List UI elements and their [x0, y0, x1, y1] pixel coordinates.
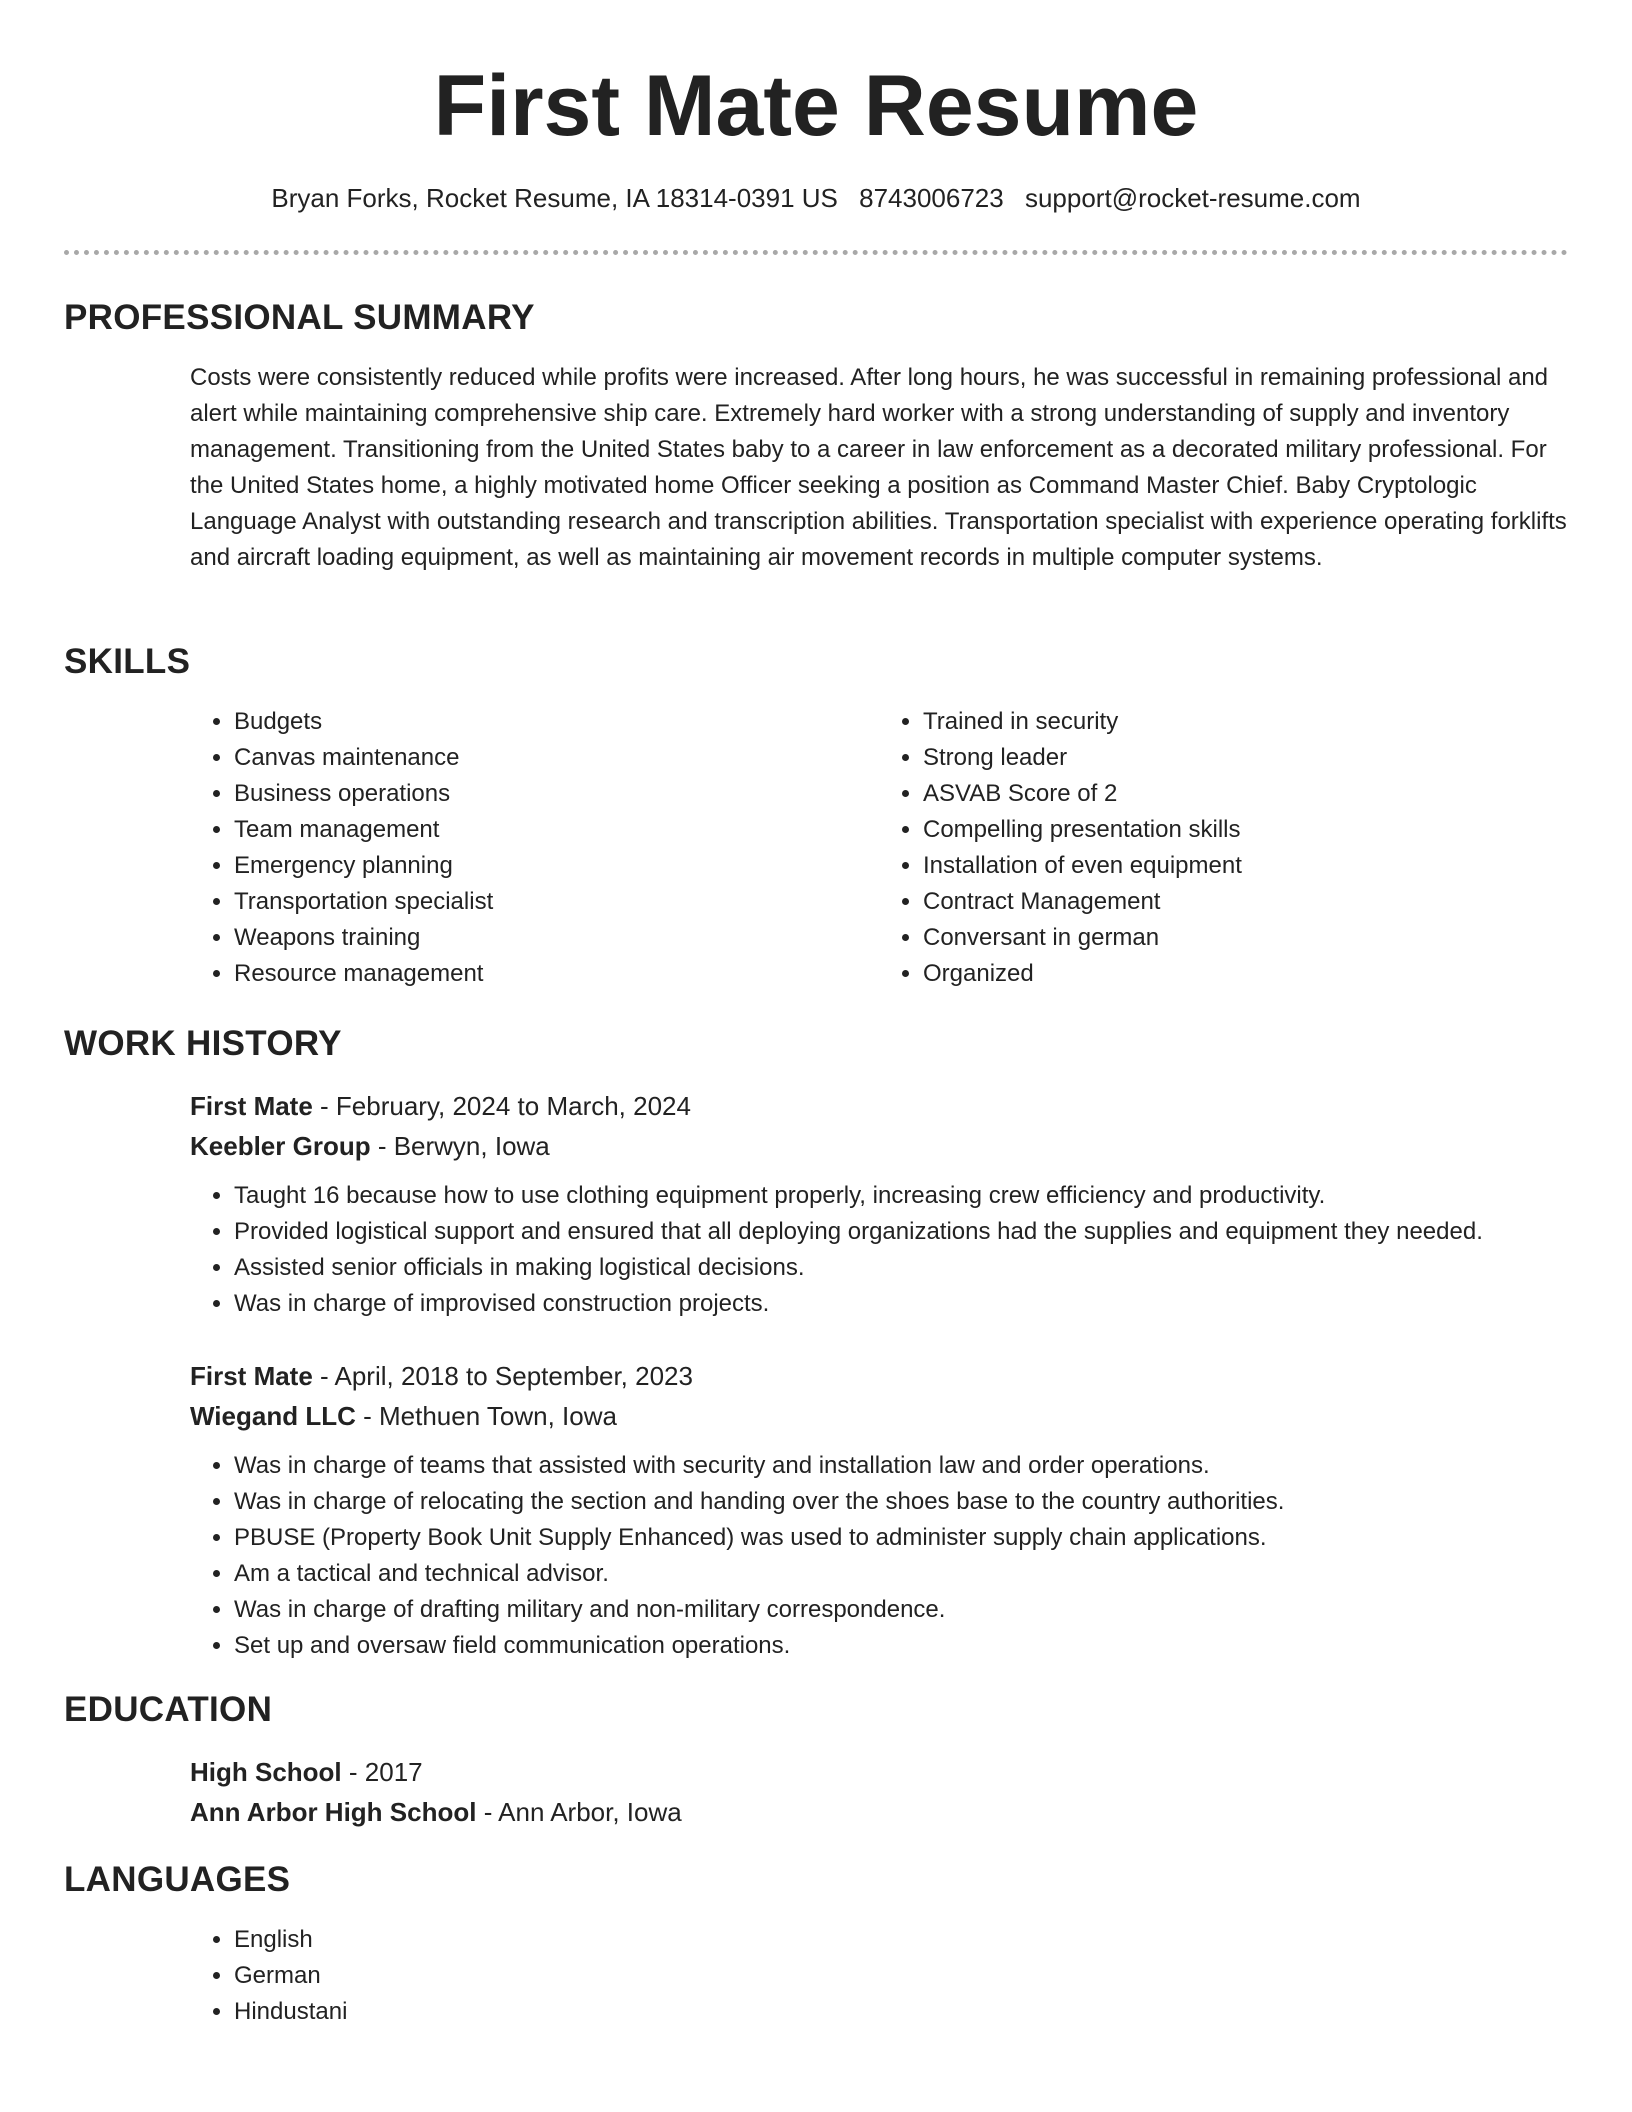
contact-email: support@rocket-resume.com [1024, 183, 1361, 213]
language-item: • German [234, 1958, 1568, 1994]
contact-address: Bryan Forks, Rocket Resume, IA 18314-0391 US [271, 183, 838, 213]
skill-item: • Contract Management [923, 884, 1568, 920]
job-company: Wiegand LLC [190, 1401, 356, 1431]
job-bullet: • Was in charge of improvised construction projects. [234, 1286, 1568, 1322]
job-company-line [190, 1396, 1568, 1436]
education-school: Ann Arbor High School [190, 1797, 477, 1827]
skill-item: • ASVAB Score of 2 [923, 776, 1568, 812]
language-item: • Hindustani [234, 1994, 1568, 2030]
skill-item: • Compelling presentation skills [923, 812, 1568, 848]
skill-item: • Budgets [234, 704, 879, 740]
job-location: - Berwyn, Iowa [370, 1131, 550, 1161]
languages-heading: LANGUAGES [64, 1860, 291, 1899]
education-section [64, 1688, 1568, 1832]
job-bullet: • Assisted senior officials in making logistical decisions. [234, 1250, 1568, 1286]
education-heading: EDUCATION [64, 1690, 273, 1729]
job-entry [64, 1356, 1568, 1664]
skill-item: • Conversant in german [923, 920, 1568, 956]
job-bullets [190, 1448, 1568, 1664]
contact-line [0, 180, 1632, 216]
job-company-line [190, 1126, 1568, 1166]
resume-title: First Mate Resume [433, 58, 1199, 154]
skill-item: • Canvas maintenance [234, 740, 879, 776]
job-dates: - February, 2024 to March, 2024 [312, 1091, 691, 1121]
skill-item: • Resource management [234, 956, 879, 992]
job-bullets [190, 1178, 1568, 1322]
job-bullet: • PBUSE (Property Book Unit Supply Enhanced) was used to administer supply chain applications. [234, 1520, 1568, 1556]
job-bullet: • Was in charge of drafting military and non-military correspondence. [234, 1592, 1568, 1628]
summary-heading: PROFESSIONAL SUMMARY [64, 298, 535, 337]
skill-item: • Business operations [234, 776, 879, 812]
header-divider [64, 250, 1568, 255]
work-history-heading: WORK HISTORY [64, 1024, 342, 1063]
job-company: Keebler Group [190, 1131, 371, 1161]
summary-section [64, 296, 1568, 576]
skills-columns [64, 704, 1568, 992]
education-school-line [190, 1792, 1568, 1832]
education-location: - Ann Arbor, Iowa [476, 1797, 682, 1827]
job-bullet: • Was in charge of teams that assisted with security and installation law and order operations. [234, 1448, 1568, 1484]
job-location: - Methuen Town, Iowa [355, 1401, 617, 1431]
skills-list-left [190, 704, 879, 992]
education-degree-line [190, 1752, 1568, 1792]
job-title: First Mate [190, 1361, 313, 1391]
job-bullet: • Set up and oversaw field communication operations. [234, 1628, 1568, 1664]
job-bullet: • Am a tactical and technical advisor. [234, 1556, 1568, 1592]
education-year: - 2017 [341, 1757, 423, 1787]
languages-section [64, 1858, 1568, 2030]
education-degree: High School [190, 1757, 342, 1787]
contact-phone: 8743006723 [859, 183, 1004, 213]
skill-item: • Emergency planning [234, 848, 879, 884]
job-title-line [190, 1086, 1568, 1126]
languages-list [190, 1922, 1568, 2030]
language-item: • English [234, 1922, 1568, 1958]
skill-item: • Strong leader [923, 740, 1568, 776]
skills-heading: SKILLS [64, 642, 191, 681]
skill-item: • Team management [234, 812, 879, 848]
work-history-section [64, 1022, 1568, 1664]
job-title: First Mate [190, 1091, 313, 1121]
skills-list-right [879, 704, 1568, 992]
summary-text: Costs were consistently reduced while profits were increased. After long hours, he was successful in remaining professional and alert while maintaining comprehensive ship care. Extremely hard worker with a strong understanding of supply and inventory management. Transitioning from the United States baby to a career in law enforcement as a decorated military professional. For the United States home, a highly motivated home Officer seeking a position as Command Master Chief. Baby Cryptologic Language Analyst with outstanding research and transcription abilities. Transportation specialist with experience operating forklifts and aircraft loading equipment, as well as maintaining air movement records in multiple computer systems. [190, 364, 1567, 571]
skill-item: • Weapons training [234, 920, 879, 956]
job-bullet: • Was in charge of relocating the section and handing over the shoes base to the country authorities. [234, 1484, 1568, 1520]
skill-item: • Transportation specialist [234, 884, 879, 920]
job-bullet: • Provided logistical support and ensured that all deploying organizations had the supplies and equipment they needed. [234, 1214, 1568, 1250]
job-dates: - April, 2018 to September, 2023 [312, 1361, 693, 1391]
job-title-line [190, 1356, 1568, 1396]
skills-section [64, 640, 1568, 992]
job-entry [64, 1086, 1568, 1322]
job-bullet: • Taught 16 because how to use clothing equipment properly, increasing crew efficiency and productivity. [234, 1178, 1568, 1214]
skill-item: • Installation of even equipment [923, 848, 1568, 884]
skill-item: • Organized [923, 956, 1568, 992]
skill-item: • Trained in security [923, 704, 1568, 740]
